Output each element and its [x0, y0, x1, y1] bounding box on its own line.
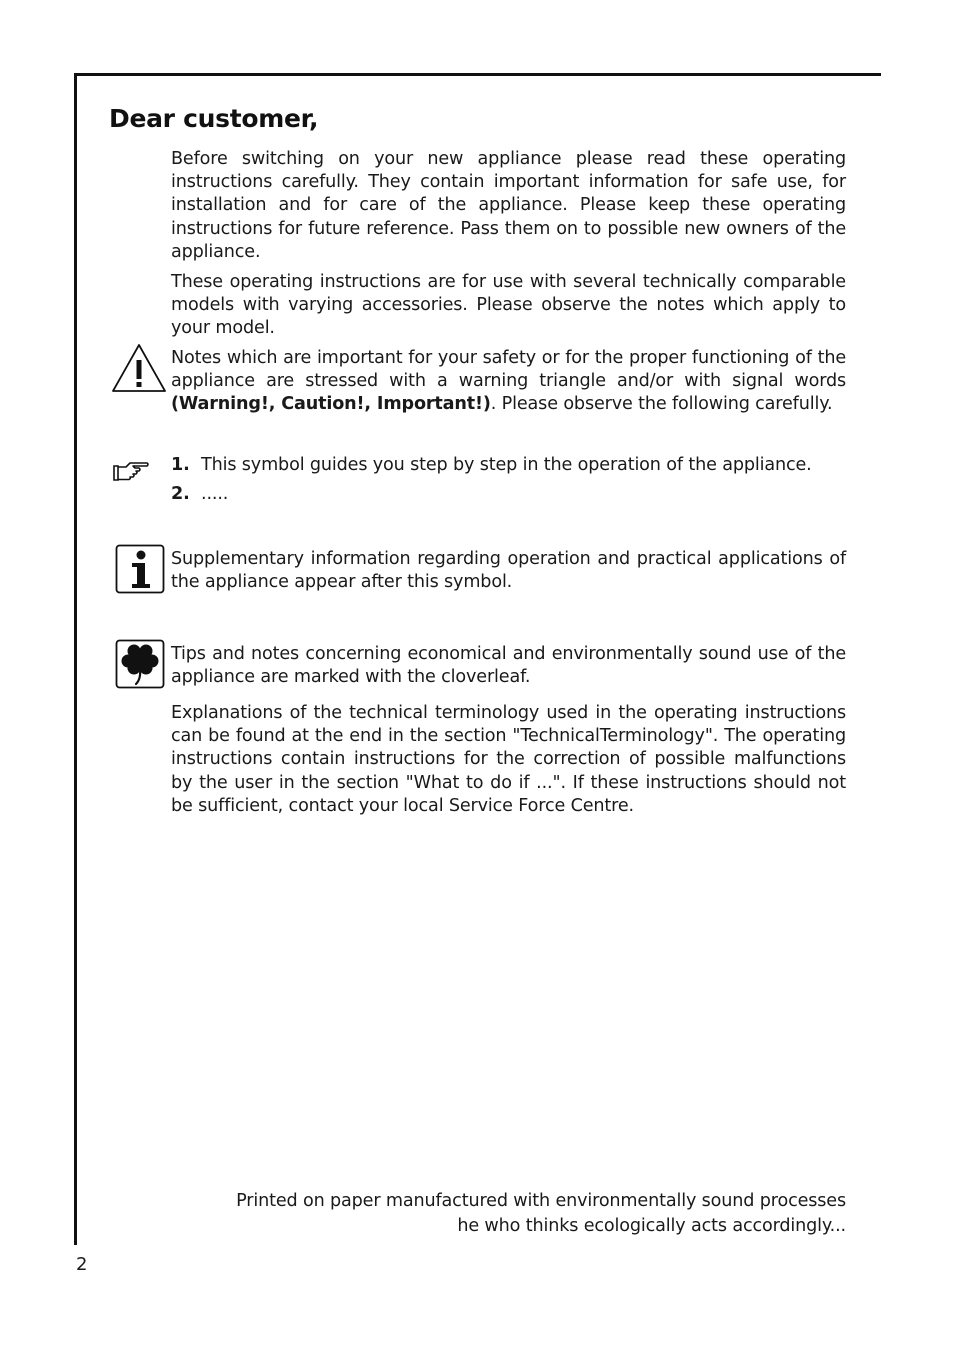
page-number: 2: [76, 1254, 88, 1275]
info-paragraph: Supplementary information regarding operation and practical applications of the appliance appear after this symbol.: [171, 549, 846, 593]
left-rule: [74, 73, 77, 1245]
eco-paragraph: Tips and notes concerning economical and environmentally sound use of the appliance are marked with the cloverleaf.: [171, 644, 846, 688]
step-text: This symbol guides you step by step in the operation of the appliance.: [201, 455, 812, 475]
intro-paragraph-1: Before switching on your new appliance please read these operating instructions carefully. They contain important information for safe use, for installation and for care of the appliance. Please keep these operating instructions for future reference. Pass them on to possible new owners of the appliance.: [171, 149, 846, 262]
step-item-2: [171, 483, 846, 506]
page-title: Dear customer,: [109, 104, 319, 133]
warning-triangle-icon: [110, 342, 168, 394]
warning-text-after: . Please observe the following carefully.: [490, 394, 833, 415]
terminology-paragraph: Explanations of the technical terminology used in the operating instructions can be found at the end in the section "TechnicalTerminology". The operating instructions contain instructions for the correction of possible malfunctions by the user in the section "What to do if ...". If these instructions should not be sufficient, contact your local Service Force Centre.: [171, 703, 846, 816]
top-rule: [75, 73, 881, 76]
step-item-1: [171, 454, 846, 477]
footer-line-1: Printed on paper manufactured with environmentally sound processes: [236, 1191, 846, 1211]
step-text: .....: [201, 484, 229, 504]
warning-signal-words: (Warning!, Caution!, Important!): [171, 394, 491, 415]
pointing-hand-icon: [112, 458, 150, 484]
info-icon: [115, 544, 165, 594]
step-number: 1.: [171, 455, 190, 475]
footer-line-2: he who thinks ecologically acts accordingly...: [457, 1215, 846, 1236]
warning-paragraph: [171, 347, 846, 417]
footer-note: [236, 1189, 846, 1238]
intro-paragraph-2: These operating instructions are for use with several technically comparable models with varying accessories. Please observe the notes which apply to your model.: [171, 272, 846, 339]
step-number: 2.: [171, 484, 190, 504]
warning-text-before: Notes which are important for your safety or for the proper functioning of the appliance are stressed with a warning triangle and/or with signal words: [171, 348, 846, 392]
cloverleaf-icon: [115, 639, 165, 689]
